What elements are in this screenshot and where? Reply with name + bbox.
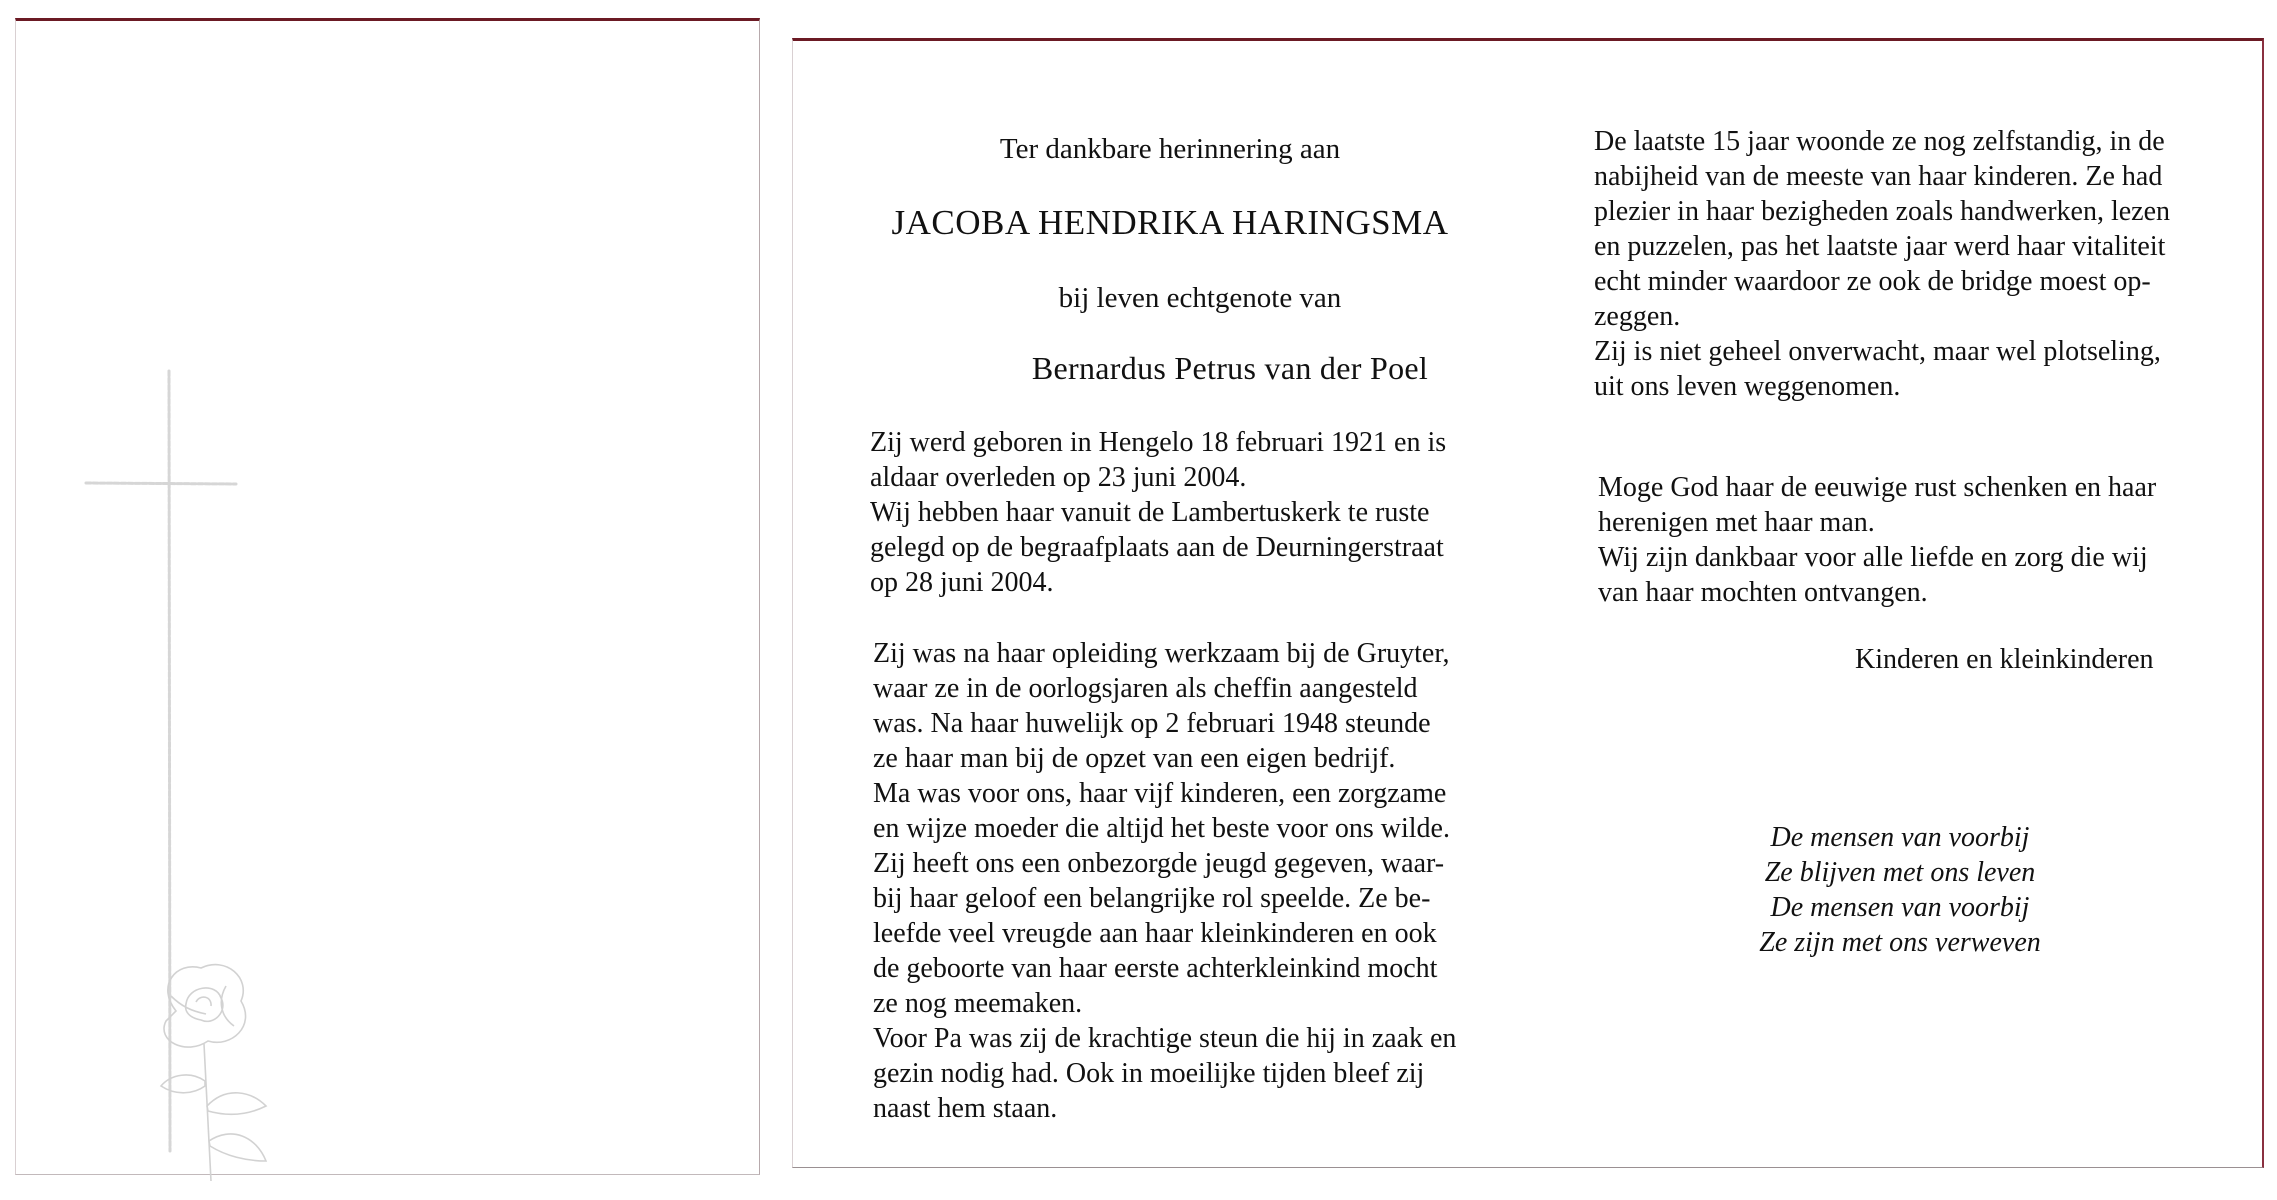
- poem-line: De mensen van voorbij: [1770, 822, 2030, 853]
- signature: Kinderen en kleinkinderen: [1855, 644, 2154, 675]
- text-line: gelegd op de begraafplaats aan de Deurningerstraat: [870, 532, 1444, 563]
- biography-paragraph-2: [873, 636, 1473, 1126]
- poem-line: De mensen van voorbij: [1770, 892, 2030, 923]
- text-line: aldaar overleden op 23 juni 2004.: [870, 462, 1247, 493]
- text-line: zeggen.: [1594, 301, 1681, 332]
- text-line: bij haar geloof een belangrijke rol speelde. Ze be-: [873, 883, 1431, 914]
- text-line: Wij hebben haar vanuit de Lambertuskerk te ruste: [870, 497, 1430, 528]
- text-line: leefde veel vreugde aan haar kleinkinderen en ook: [873, 918, 1437, 949]
- text-line: en puzzelen, pas het laatste jaar werd haar vitaliteit: [1594, 231, 2166, 262]
- text-line: Zij is niet geheel onverwacht, maar wel plotseling,: [1594, 336, 2161, 367]
- text-line: echt minder waardoor ze ook de bridge moest op-: [1594, 266, 2151, 297]
- text-line: van haar mochten ontvangen.: [1598, 577, 1928, 608]
- text-line: nabijheid van de meeste van haar kinderen. Ze had: [1594, 161, 2163, 192]
- text-line: was. Na haar huwelijk op 2 februari 1948 steunde: [873, 708, 1431, 739]
- poem: [1720, 820, 2080, 960]
- biography-paragraph-1: [870, 425, 1475, 600]
- text-line: Moge God haar de eeuwige rust schenken en haar: [1598, 472, 2157, 503]
- text-line: naast hem staan.: [873, 1093, 1058, 1124]
- biography-paragraph-4: [1598, 470, 2198, 610]
- text-line: herenigen met haar man.: [1598, 507, 1875, 538]
- spouse-name: Bernardus Petrus van der Poel: [1031, 350, 1429, 386]
- front-card: [15, 18, 760, 1175]
- text-line: waar ze in de oorlogsjaren als cheffin aangesteld: [873, 673, 1418, 704]
- text-line: plezier in haar bezigheden zoals handwerken, lezen: [1594, 196, 2171, 227]
- text-line: Voor Pa was zij de krachtige steun die hij in zaak en: [873, 1023, 1457, 1054]
- text-line: en wijze moeder die altijd het beste voor ons wilde.: [873, 813, 1450, 844]
- spouse-intro-line: bij leven echtgenote van: [1058, 282, 1342, 314]
- text-line: Zij werd geboren in Hengelo 18 februari 1921 en is: [870, 427, 1447, 458]
- intro-line: Ter dankbare herinnering aan: [999, 133, 1341, 165]
- text-line: Zij was na haar opleiding werkzaam bij de Gruyter,: [873, 638, 1450, 669]
- rose-icon: [116, 956, 296, 1186]
- text-line: Zij heeft ons een onbezorgde jeugd gegeven, waar-: [873, 848, 1445, 879]
- poem-line: Ze zijn met ons verweven: [1759, 927, 2041, 958]
- text-line: gezin nodig had. Ook in moeilijke tijden bleef zij: [873, 1058, 1425, 1089]
- deceased-name: JACOBA HENDRIKA HARINGSMA: [891, 203, 1449, 242]
- text-line: Ma was voor ons, haar vijf kinderen, een zorgzame: [873, 778, 1447, 809]
- text-line: ze nog meemaken.: [873, 988, 1083, 1019]
- text-line: ze haar man bij de opzet van een eigen bedrijf.: [873, 743, 1396, 774]
- biography-paragraph-3: [1594, 124, 2194, 404]
- text-line: Wij zijn dankbaar voor alle liefde en zorg die wij: [1598, 542, 2148, 573]
- text-line: uit ons leven weggenomen.: [1594, 371, 1901, 402]
- poem-line: Ze blijven met ons leven: [1764, 857, 2036, 888]
- text-line: De laatste 15 jaar woonde ze nog zelfstandig, in de: [1594, 126, 2165, 157]
- text-line: de geboorte van haar eerste achterkleinkind mocht: [873, 953, 1438, 984]
- text-line: op 28 juni 2004.: [870, 567, 1054, 598]
